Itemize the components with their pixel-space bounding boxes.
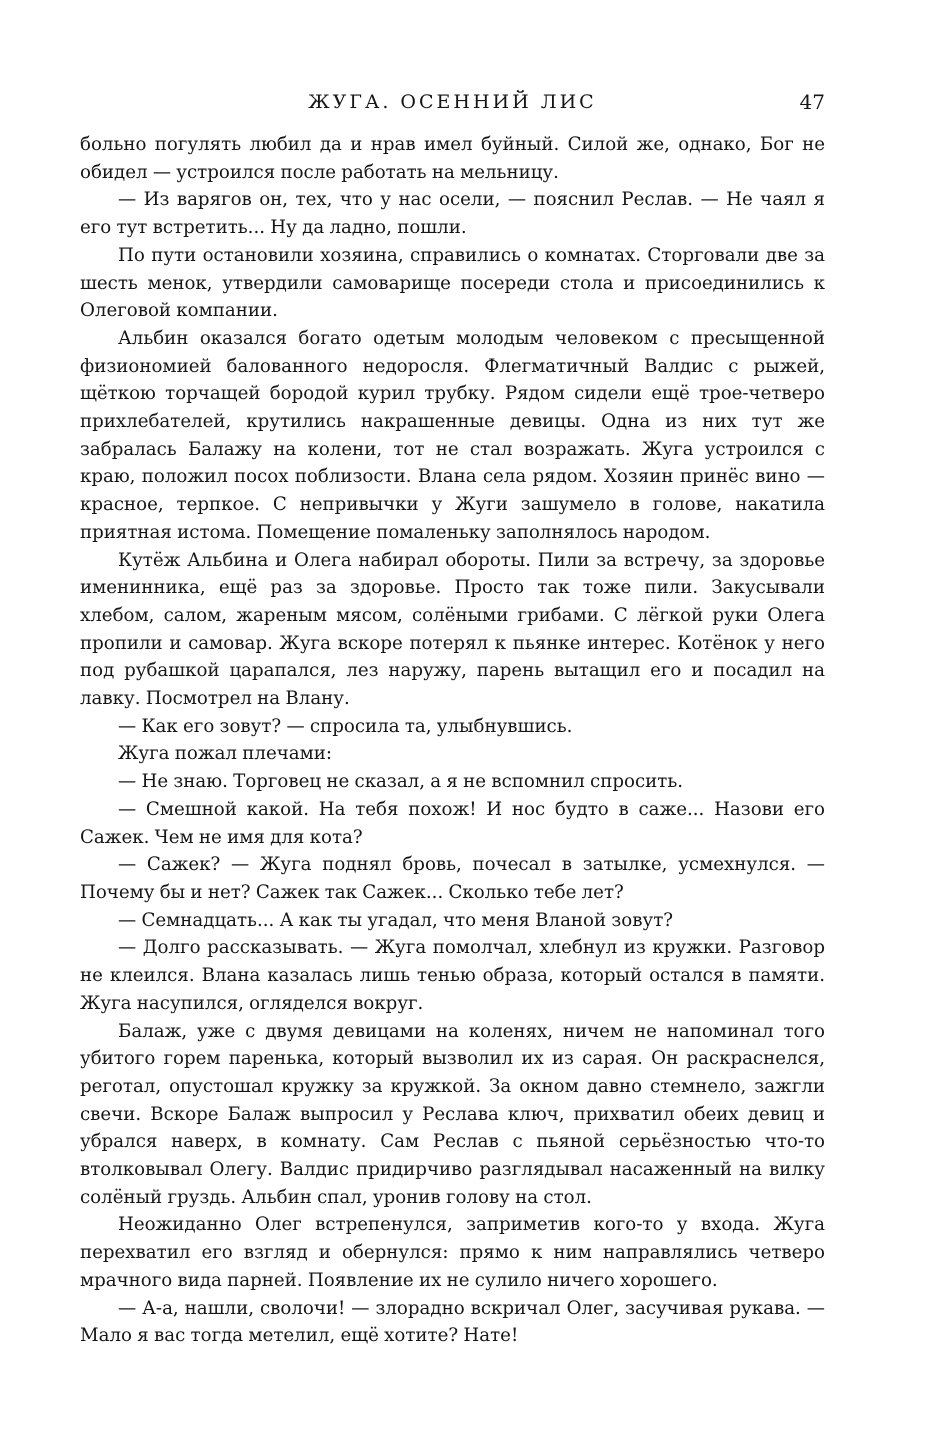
paragraph: Жуга пожал плечами:	[118, 743, 332, 765]
page-number: 47	[799, 90, 825, 114]
paragraph: — Сажек? — Жуга поднял бровь, почесал в затылке, усмехнулся. — Почему бы и нет? Сажек так Сажек... Сколько тебе лет?	[80, 854, 825, 903]
running-title: ЖУГА. ОСЕННИЙ ЛИС	[308, 91, 597, 113]
running-head	[80, 88, 825, 118]
paragraph: По пути остановили хозяина, справились о комнатах. Сторговали две за шесть менок, утвердили самоварище посереди стола и присоединились к Олеговой компании.	[80, 244, 825, 322]
paragraph: — Как его зовут? — спросила та, улыбнувшись.	[118, 715, 573, 737]
paragraph: больно погулять любил да и нрав имел буйный. Силой же, однако, Бог не обидел — устроился после работать на мельницу.	[80, 134, 825, 183]
paragraph: Балаж, уже с двумя девицами на коленях, ничем не напоминал того убитого горем паренька, который вызволил их из сарая. Он раскраснелся, реготал, опустошал кружку за кружкой. За окном давно стемнело, зажгли свечи. Вскоре Балаж выпросил у Реслава ключ, прихватил обеих девиц и убрался наверх, в комнату. Сам Реслав с пьяной серьёзностью что-то втолковывал Олегу. Валдис придирчиво разглядывал насаженный на вилку солёный груздь. Альбин спал, уронив голову на стол.	[80, 1020, 825, 1208]
paragraph: Кутёж Альбина и Олега набирал обороты. Пили за встречу, за здоровье именинника, ещё раз за здоровье. Просто так тоже пили. Закусывали хлебом, салом, жареным мясом, солёными грибами. С лёгкой руки Олега пропили и самовар. Жуга вскоре потерял к пьянке интерес. Котёнок у него под рубашкой царапался, лез наружу, парень вытащил его и посадил на лавку. Посмотрел на Влану.	[80, 549, 825, 710]
paragraph: — Долго рассказывать. — Жуга помолчал, хлебнул из кружки. Разговор не клеился. Влана казалась лишь тенью образа, который остался в памяти. Жуга насупился, огляделся вокруг.	[80, 937, 825, 1014]
paragraph: Неожиданно Олег встрепенулся, заприметив кого-то у входа. Жуга перехватил его взгляд и обернулся: прямо к ним направлялись четверо мрачного вида парней. Появление их не сулило ничего хорошего.	[80, 1214, 825, 1291]
paragraph: — Смешной какой. На тебя похож! И нос будто в саже... Назови его Сажек. Чем не имя для кота?	[80, 798, 825, 848]
paragraph: — Семнадцать... А как ты угадал, что меня Вланой зовут?	[118, 909, 674, 931]
paragraph: — Не знаю. Торговец не сказал, а я не вспомнил спросить.	[118, 771, 684, 793]
paragraph: — А-а, нашли, сволочи! — злорадно вскричал Олег, засучивая рукава. — Мало я вас тогда метелил, ещё хотите? Нате!	[80, 1297, 825, 1347]
paragraph: — Из варягов он, тех, что у нас осели, — пояснил Реслав. — Не чаял я его тут встретить... Ну да ладно, пошли.	[80, 189, 825, 239]
body-text	[80, 131, 825, 1350]
paragraph: Альбин оказался богато одетым молодым человеком с пресыщенной физиономией балованного недоросля. Флегматичный Валдис с рыжей, щёткою торчащей бородой курил трубку. Рядом сидели ещё трое-четверо прихлебателей, крутились накрашенные девицы. Одна из них тут же забралась Балажу на колени, тот не стал возражать. Жуга устроился с краю, положил посох поблизости. Влана села рядом. Хозяин принёс вино — красное, терпкое. С непривычки у Жуги зашумело в голове, накатила приятная истома. Помещение помаленьку заполнялось народом.	[80, 327, 825, 543]
